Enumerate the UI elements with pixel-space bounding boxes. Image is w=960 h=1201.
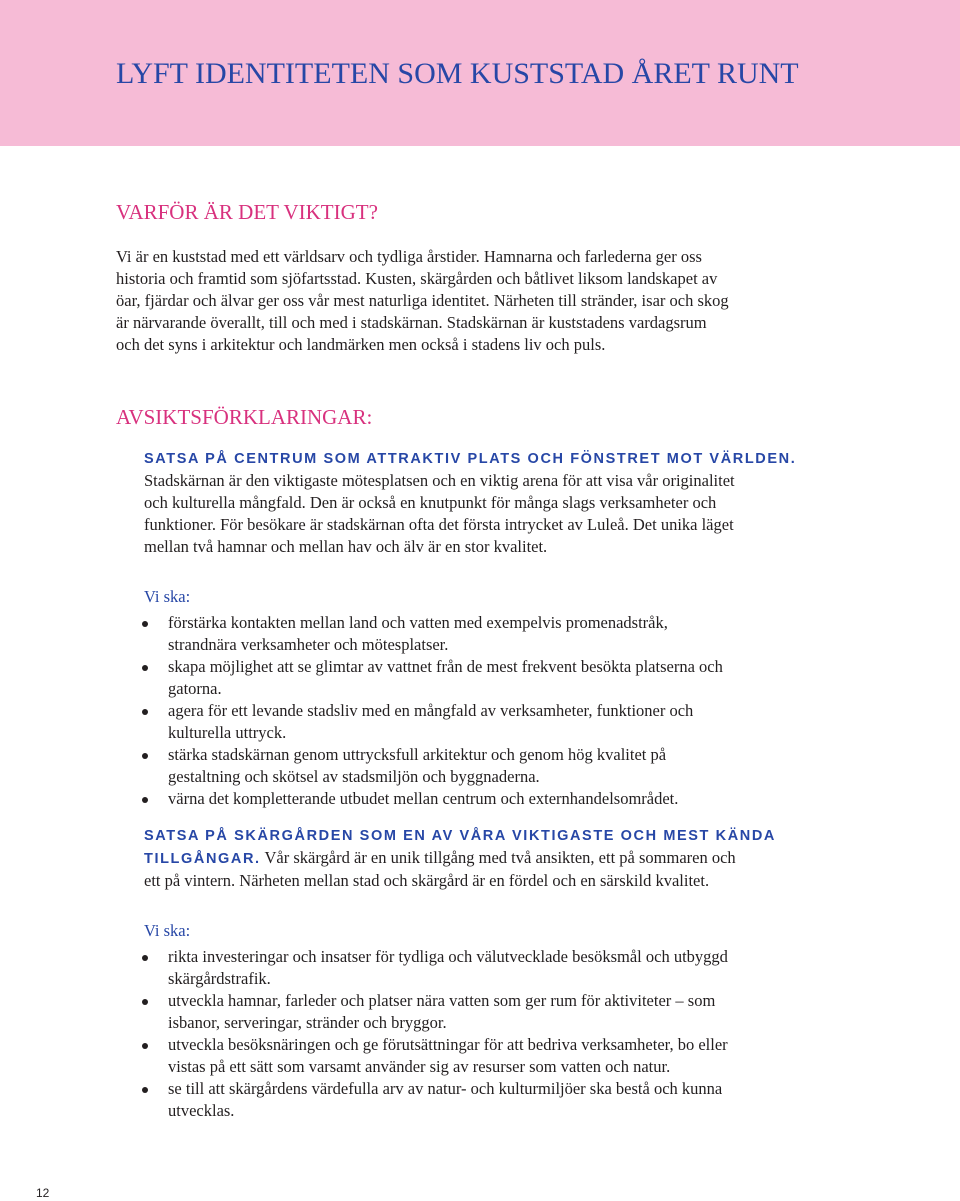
centrum-line: mellan två hamnar och mellan hav och älv är en stor kvalitet. xyxy=(144,537,548,556)
bullet-icon xyxy=(142,709,148,715)
list-item-line: utvecklas. xyxy=(168,1101,235,1120)
skargard-heading: SATSA PÅ SKÄRGÅRDEN SOM EN AV VÅRA VIKTIGASTE OCH MEST KÄNDA xyxy=(144,828,776,844)
list-item xyxy=(140,1078,864,1122)
list-item-line: vistas på ett sätt som varsamt använder sig av resurser som vatten och natur. xyxy=(168,1057,671,1076)
why-line: Vi är en kuststad med ett världsarv och tydliga årstider. Hamnarna och farlederna ger oss xyxy=(116,247,702,266)
skargard-section xyxy=(144,825,864,1122)
bullet-icon xyxy=(142,797,148,803)
list-item xyxy=(140,744,864,788)
skargard-line: ett på vintern. Närheten mellan stad och skärgård är en fördel och en särskild kvalitet. xyxy=(144,871,710,890)
list-item-line: kulturella uttryck. xyxy=(168,723,287,742)
list-item xyxy=(140,1034,864,1078)
skargard-bullet-list xyxy=(140,946,864,1122)
skargard-line xyxy=(144,847,864,870)
list-item-line: agera för ett levande stadsliv med en mångfald av verksamheter, funktioner och xyxy=(168,701,694,720)
centrum-section xyxy=(144,448,864,810)
list-item xyxy=(140,612,864,656)
title-banner xyxy=(0,0,960,146)
page-title: LYFT IDENTITETEN SOM KUSTSTAD ÅRET RUNT xyxy=(116,57,799,90)
list-item-line: gestaltning och skötsel av stadsmiljön och byggnaderna. xyxy=(168,767,540,786)
bullet-icon xyxy=(142,621,148,627)
centrum-heading: SATSA PÅ CENTRUM SOM ATTRAKTIV PLATS OCH FÖNSTRET MOT VÄRLDEN. xyxy=(144,451,797,467)
skargard-heading-cont: TILLGÅNGAR. xyxy=(144,851,261,867)
why-line: är närvarande överallt, till och med i stadskärnan. Stadskärnan är kuststadens vardagsrum xyxy=(116,313,707,332)
centrum-line: och kulturella mångfald. Den är också en knutpunkt för många slags verksamheter och xyxy=(144,493,717,512)
list-item-line: utveckla besöksnäringen och ge förutsättningar för att bedriva verksamheter, bo eller xyxy=(168,1035,728,1054)
centrum-line: Stadskärnan är den viktigaste mötesplatsen och en viktig arena för att visa vår originalitet xyxy=(144,471,735,490)
list-item-line: gatorna. xyxy=(168,679,222,698)
why-line: öar, fjärdar och älvar ger oss vår mest naturliga identitet. Närheten till stränder, isar och skog xyxy=(116,291,729,310)
why-heading: VARFÖR ÄR DET VIKTIGT? xyxy=(116,200,378,224)
centrum-paragraph xyxy=(144,470,864,558)
skargard-vi-ska: Vi ska: xyxy=(144,921,191,940)
why-line: och det syns i arkitektur och landmärken men också i stadens liv och puls. xyxy=(116,335,606,354)
list-item-line: rikta investeringar och insatser för tydliga och välutvecklade besöksmål och utbyggd xyxy=(168,947,728,966)
list-item-line: förstärka kontakten mellan land och vatten med exempelvis promenadstråk, xyxy=(168,613,668,632)
list-item xyxy=(140,990,864,1034)
list-item-line: stärka stadskärnan genom uttrycksfull arkitektur och genom hög kvalitet på xyxy=(168,745,667,764)
bullet-icon xyxy=(142,753,148,759)
bullet-icon xyxy=(142,1043,148,1049)
bullet-icon xyxy=(142,1087,148,1093)
centrum-bullet-list xyxy=(140,612,864,810)
list-item xyxy=(140,656,864,700)
page-number: 12 xyxy=(36,1186,50,1200)
why-line: historia och framtid som sjöfartsstad. Kusten, skärgården och båtlivet liksom landskapet av xyxy=(116,269,718,288)
skargard-paragraph xyxy=(144,847,864,892)
skargard-text: Vår skärgård är en unik tillgång med två ansikten, ett på sommaren och xyxy=(260,848,736,867)
list-item-line: se till att skärgårdens värdefulla arv av natur- och kulturmiljöer ska bestå och kunna xyxy=(168,1079,723,1098)
bullet-icon xyxy=(142,955,148,961)
centrum-line: funktioner. För besökare är stadskärnan ofta det första intrycket av Luleå. Det unika läget xyxy=(144,515,734,534)
intentions-heading: AVSIKTSFÖRKLARINGAR: xyxy=(116,405,373,429)
list-item-line: isbanor, serveringar, stränder och bryggor. xyxy=(168,1013,447,1032)
centrum-vi-ska: Vi ska: xyxy=(144,587,191,606)
list-item-line: utveckla hamnar, farleder och platser nära vatten som ger rum för aktiviteter – som xyxy=(168,991,716,1010)
list-item-line: skapa möjlighet att se glimtar av vattnet från de mest frekvent besökta platserna och xyxy=(168,657,723,676)
why-paragraph xyxy=(116,246,856,356)
list-item xyxy=(140,700,864,744)
list-item-line: värna det kompletterande utbudet mellan centrum och externhandelsområdet. xyxy=(168,789,679,808)
bullet-icon xyxy=(142,665,148,671)
list-item-line: strandnära verksamheter och mötesplatser. xyxy=(168,635,449,654)
list-item xyxy=(140,788,864,810)
list-item xyxy=(140,946,864,990)
list-item-line: skärgårdstrafik. xyxy=(168,969,271,988)
bullet-icon xyxy=(142,999,148,1005)
